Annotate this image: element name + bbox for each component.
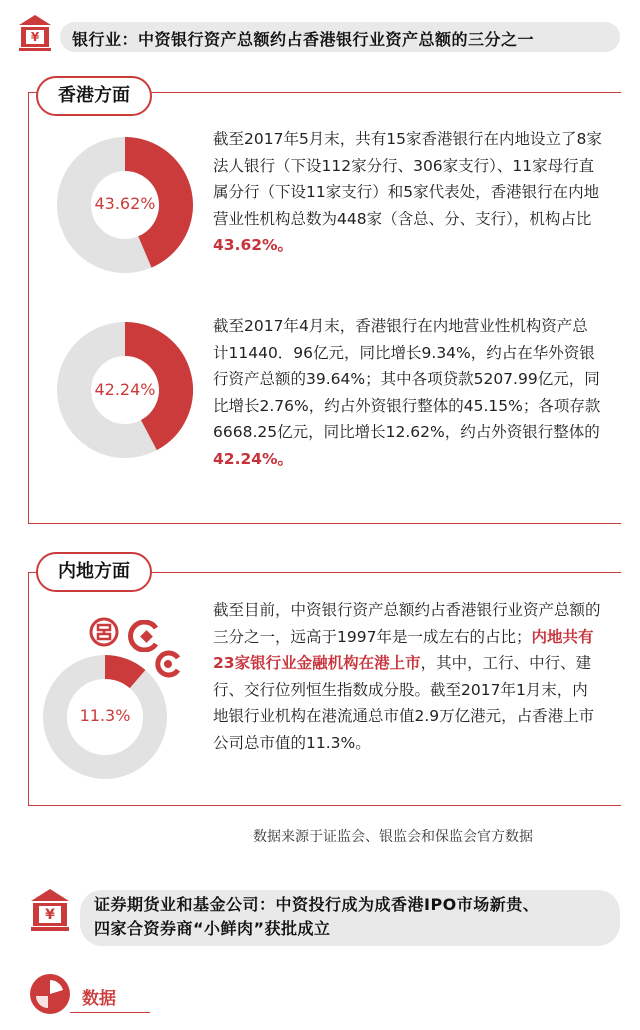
bank-icon [18,14,52,52]
hk-item-1-highlight: 43.62%。 [213,236,294,254]
ccb-logo-icon [126,620,162,652]
mainland-text-after: ，其中，工行、中行、建行、交行位列恒生指数成分股。截至2017年1月末，内地银行业机构在港流通总市值2.9万亿港元，占香港上市公司总市值的11.3%。 [213,654,595,752]
section-title-securities-line2: 四家合资券商“小鲜肉”获批成立 [94,919,331,938]
svg-text:¥: ¥ [30,30,40,44]
bank-icon [30,888,70,932]
icbc-logo-icon [88,616,120,648]
data-label-underline [70,1012,150,1013]
mainland-text [213,597,603,756]
mainland-text-before: 截至目前，中资银行资产总额约占香港银行业资产总额的三分之一，远高于1997年是一成左右的占比； [213,601,601,646]
mainland-highlight: 内地共有23家银行业金融机构在港上市 [213,627,594,672]
hk-item-2-highlight: 42.24%。 [213,449,294,468]
tab-hk: 香港方面 [36,76,152,116]
hk-ring-2-label: 42.24% [94,380,156,399]
bank-icon-badge-2 [30,888,70,932]
hk-ring-1-label: 43.62% [94,194,156,213]
mainland-ring-label: 11.3% [79,706,131,725]
bank-icon-badge [18,14,52,52]
section-title-securities-line1: 证券期货业和基金公司：中资投行成为成香港IPO市场新贵、 [94,895,540,914]
hk-item-2-text [213,313,603,472]
hk-item-1-body: 截至2017年5月末，共有15家香港银行在内地设立了8家法人银行（下设112家分行、306家支行）、11家母行直属分行（下设11家支行）和5家代表处，香港银行在内地营业性机构总数为448家（含总、分、支行），机构占比 [213,130,602,228]
tab-mainland: 内地方面 [36,552,152,592]
ring-value-arc [105,667,138,679]
hk-item-1-text [213,126,603,259]
svg-text:¥: ¥ [45,907,55,923]
source-note: 数据来源于证监会、银监会和保监会官方数据 [253,829,533,845]
pie-chart-icon [28,972,72,1016]
section-title-banking: 银行业：中资银行资产总额约占香港银行业资产总额的三分之一 [72,30,535,49]
data-label: 数据 [82,989,116,1009]
hk-item-2-body: 截至2017年4月末，香港银行在内地营业性机构资产总计11440．96亿元，同比增长9.34%，约占在华外资银行资产总额的39.64%；其中各项贷款5207.99亿元，同比增长2.76%，约占外资银行整体的45.15%；各项存款6668.25亿元，同比增长12.62%，约占外资银行整体的 [213,317,601,441]
